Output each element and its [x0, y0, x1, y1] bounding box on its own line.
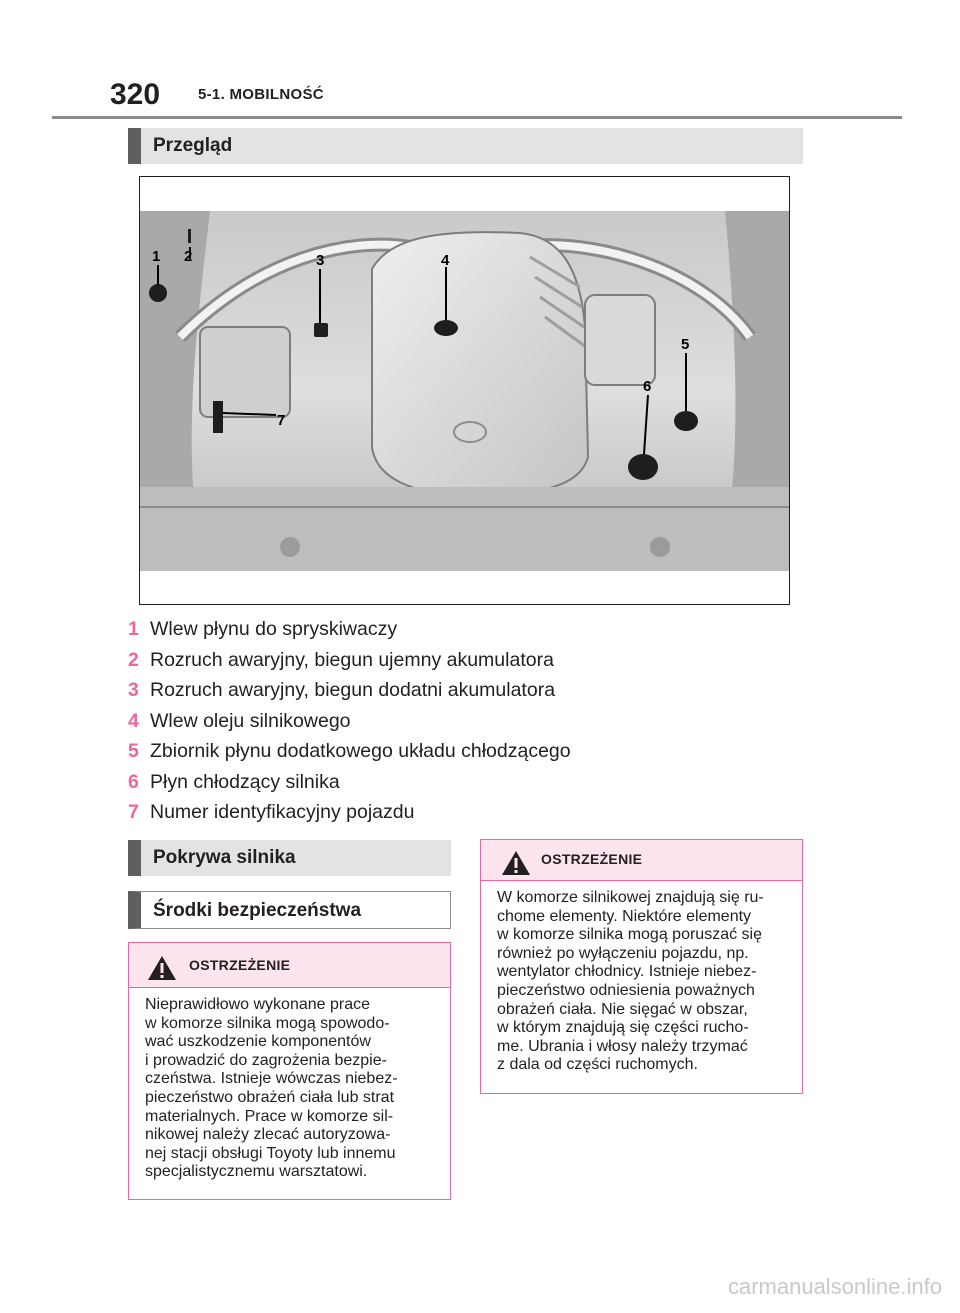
engine-cover-heading	[128, 840, 451, 876]
warning-line: w którym znajdują się części rucho-	[497, 1019, 749, 1037]
warning-line: W komorze silnikowej znajdują się ru-	[497, 889, 764, 906]
item-number: 2	[128, 648, 139, 671]
warning-line: pieczeństwo obrażeń ciała lub strat	[145, 1088, 395, 1106]
item-text: Zbiornik płynu dodatkowego układu chłodzącego	[150, 740, 571, 762]
item-text: Rozruch awaryjny, biegun dodatni akumulatora	[150, 679, 556, 701]
warning-line: chome elementy. Niektóre elementy	[497, 907, 752, 925]
warning-line: nej stacji obsługi Toyoty lub innemu	[145, 1144, 396, 1162]
warning-text	[481, 881, 802, 1075]
page-number: 320	[110, 78, 161, 111]
list-item	[128, 645, 778, 676]
header-divider	[52, 116, 902, 119]
list-item	[128, 736, 778, 767]
callout-7: 7	[277, 412, 286, 429]
warning-line: materialnych. Prace w komorze sil-	[145, 1107, 394, 1125]
item-number: 5	[128, 740, 139, 762]
item-text: Rozruch awaryjny, biegun ujemny akumulatora	[150, 648, 554, 671]
item-number: 1	[128, 618, 139, 640]
item-text: Numer identyfikacyjny pojazdu	[150, 801, 415, 823]
warning-line: z dala od części ruchomych.	[497, 1056, 698, 1074]
engine-bay-illustration	[140, 177, 789, 604]
warning-triangle-icon	[147, 955, 177, 981]
item-number: 4	[128, 709, 139, 732]
warning-line: w komorze silnika mogą spowodo-	[145, 1014, 390, 1032]
item-text: Wlew płynu do spryskiwaczy	[150, 618, 398, 640]
item-number: 3	[128, 679, 139, 701]
warning-line: wentylator chłodnicy. Istnieje niebez-	[497, 963, 757, 981]
warning-line: obrażeń ciała. Nie sięgać w obszar,	[497, 1000, 748, 1018]
warning-label: OSTRZEŻENIE	[189, 957, 291, 973]
warning-line: me. Ubrania i włosy należy trzymać	[497, 1037, 748, 1055]
list-item	[128, 675, 778, 706]
callout-4: 4	[441, 252, 450, 269]
warning-triangle-icon	[501, 850, 531, 876]
warning-header	[129, 943, 450, 988]
callout-2: 2	[184, 248, 193, 265]
callout-3: 3	[316, 252, 325, 269]
warning-line: również po wyłączeniu pojazdu, np.	[497, 944, 749, 962]
callout-1: 1	[152, 248, 161, 265]
warning-line: specjalistycznemu warsztatowi.	[145, 1163, 368, 1181]
warning-text	[129, 988, 450, 1182]
list-item	[128, 767, 778, 798]
engine-cover-heading-label: Pokrywa silnika	[153, 847, 296, 868]
warning-line: i prowadzić do zagrożenia bezpie-	[145, 1051, 387, 1069]
warning-label: OSTRZEŻENIE	[541, 851, 643, 867]
item-text: Płyn chłodzący silnika	[150, 770, 340, 793]
list-item	[128, 706, 778, 737]
item-text: Wlew oleju silnikowego	[150, 709, 351, 732]
warning-header	[481, 840, 802, 881]
page-header	[110, 78, 910, 118]
overview-heading-label: Przegląd	[153, 135, 233, 156]
watermark: carmanualsonline.info	[727, 1274, 942, 1299]
list-item	[128, 614, 778, 645]
engine-bay-figure	[139, 176, 790, 605]
component-list	[128, 614, 778, 828]
warning-line: wać uszkodzenie komponentów	[145, 1033, 371, 1051]
safety-subheading	[128, 891, 451, 929]
list-item	[128, 797, 778, 828]
section-title: 5-1. MOBILNOŚĆ	[198, 86, 324, 103]
callout-6: 6	[643, 378, 652, 395]
safety-subheading-label: Środki bezpieczeństwa	[153, 900, 362, 921]
overview-heading	[128, 128, 803, 164]
item-number: 6	[128, 770, 139, 793]
warning-box-right	[480, 839, 803, 1094]
warning-line: Nieprawidłowo wykonane prace	[145, 996, 371, 1013]
warning-line: nikowej należy zlecać autoryzowa-	[145, 1126, 391, 1144]
item-number: 7	[128, 801, 139, 823]
warning-box-left	[128, 942, 451, 1200]
callout-5: 5	[681, 336, 690, 353]
warning-line: czeństwa. Istnieje wówczas niebez-	[145, 1070, 398, 1088]
warning-line: pieczeństwo odniesienia poważnych	[497, 981, 755, 999]
warning-line: w komorze silnika mogą poruszać się	[497, 926, 762, 944]
